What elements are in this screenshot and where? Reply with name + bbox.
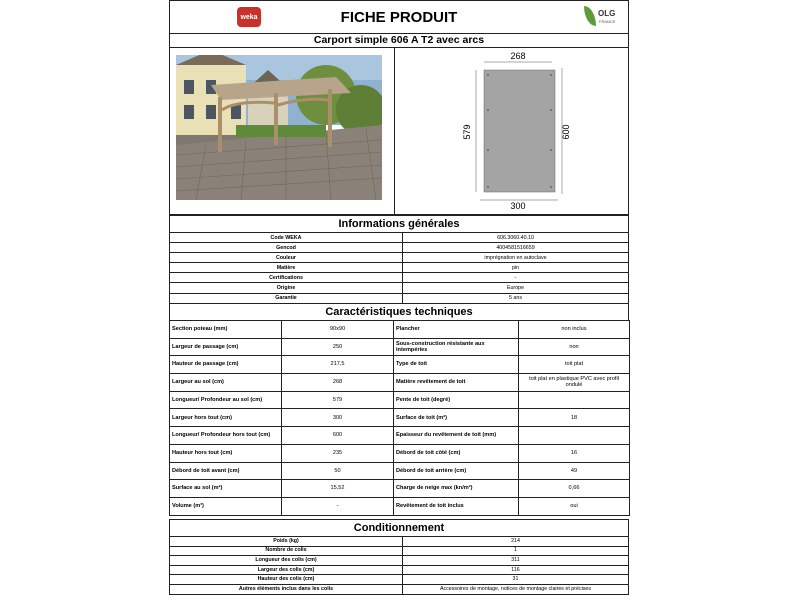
leaf-icon (584, 6, 596, 26)
table-row (170, 444, 630, 462)
carport-photo-illustration (176, 55, 382, 200)
table-row (170, 273, 629, 283)
tech-label: Charge de neige max (kn/m²) (394, 480, 519, 498)
plan-bottom-dimension: 300 (510, 201, 526, 211)
packaging-label: Largeur des colis (cm) (170, 565, 403, 575)
tech-label: Hauteur de passage (cm) (170, 356, 282, 374)
tech-value: 16 (519, 444, 630, 462)
table-row (170, 391, 630, 409)
olg-logo (583, 4, 619, 30)
images-section (169, 47, 629, 215)
tech-label: Surface au sol (m²) (170, 480, 282, 498)
tech-label: Débord de toit avant (cm) (170, 462, 282, 480)
packaging-value: 31 (403, 575, 629, 585)
tech-value: 217,5 (282, 356, 394, 374)
packaging-value: 1 (403, 546, 629, 556)
info-label: Code WEKA (170, 233, 403, 243)
tech-label: Longueur/ Profondeur au sol (cm) (170, 391, 282, 409)
table-row (170, 565, 629, 575)
header (169, 0, 629, 34)
table-row (170, 537, 629, 547)
product-name: Carport simple 606 A T2 avec arcs (169, 33, 629, 48)
table-row (170, 321, 630, 339)
table-row (170, 409, 630, 427)
tech-value: toit plat (519, 356, 630, 374)
info-label: Certifications (170, 273, 403, 283)
tech-label: Longueur/ Profondeur hors tout (cm) (170, 427, 282, 445)
info-label: Matière (170, 263, 403, 273)
general-info-title: Informations générales (169, 215, 629, 233)
info-label: Origine (170, 283, 403, 293)
tech-value: 268 (282, 374, 394, 392)
weka-logo-text: weka (240, 13, 258, 21)
image-divider (394, 48, 395, 214)
tech-label: Volume (m³) (170, 497, 282, 515)
olg-logo-subtext: FRANCE (599, 19, 616, 24)
tech-value: 600 (282, 427, 394, 445)
table-row (170, 233, 629, 243)
packaging-label: Hauteur des colis (cm) (170, 575, 403, 585)
table-row (170, 556, 629, 566)
general-info-table (169, 232, 629, 304)
packaging-value: Accessoires de montage, notices de montage claires et précises (403, 584, 629, 594)
info-label: Gencod (170, 243, 403, 253)
packaging-table (169, 536, 629, 595)
table-row (170, 546, 629, 556)
info-label: Garantie (170, 293, 403, 303)
info-value: 5 ans (403, 293, 629, 303)
page-title: FICHE PRODUIT (340, 9, 458, 26)
packaging-value: 311 (403, 556, 629, 566)
table-row (170, 462, 630, 480)
table-row (170, 356, 630, 374)
info-value: Europe (403, 283, 629, 293)
table-row (170, 584, 629, 594)
tech-label: Pente de toit (degré) (394, 391, 519, 409)
olg-logo-text: OLG (598, 9, 616, 18)
info-value: 606.3060.40.10 (403, 233, 629, 243)
tech-label: Sous-construction résistante aux intempéries (394, 338, 519, 356)
plan-left-dimension: 579 (462, 124, 472, 140)
tech-label: Débord de toit côté (cm) (394, 444, 519, 462)
tech-value: 15,52 (282, 480, 394, 498)
product-sheet (169, 0, 631, 600)
plan-right-dimension: 600 (561, 124, 571, 140)
tech-value: 579 (282, 391, 394, 409)
table-row (170, 480, 630, 498)
packaging-value: 116 (403, 565, 629, 575)
tech-value: 90x90 (282, 321, 394, 339)
tech-label: Revêtement de toit inclus (394, 497, 519, 515)
tech-label: Largeur au sol (cm) (170, 374, 282, 392)
tech-label: Débord de toit arrière (cm) (394, 462, 519, 480)
table-row (170, 253, 629, 263)
packaging-label: Nombre de colis (170, 546, 403, 556)
floor-plan (408, 50, 628, 212)
tech-label: Matière revêtement de toit (394, 374, 519, 392)
packaging-label: Autres éléments inclus dans les colis (170, 584, 403, 594)
table-row (170, 243, 629, 253)
table-row (170, 497, 630, 515)
plan-top-dimension: 268 (510, 51, 526, 61)
tech-label: Hauteur hors tout (cm) (170, 444, 282, 462)
tech-label: Section poteau (mm) (170, 321, 282, 339)
table-row (170, 575, 629, 585)
tech-value (519, 427, 630, 445)
tech-label: Surface de toit (m²) (394, 409, 519, 427)
tech-table (169, 320, 630, 516)
info-value: pin (403, 263, 629, 273)
info-label: Couleur (170, 253, 403, 263)
tech-value: 18 (519, 409, 630, 427)
tech-value: 300 (282, 409, 394, 427)
tech-value: toit plat en plastique PVC avec profil ondulé (519, 374, 630, 392)
tech-label: Plancher (394, 321, 519, 339)
tech-value: non (519, 338, 630, 356)
info-value: 4004581516659 (403, 243, 629, 253)
tech-title: Caractéristiques techniques (169, 303, 629, 321)
tech-label: Largeur hors tout (cm) (170, 409, 282, 427)
table-row (170, 338, 630, 356)
table-row (170, 374, 630, 392)
tech-value: 235 (282, 444, 394, 462)
tech-value: 49 (519, 462, 630, 480)
table-row (170, 293, 629, 303)
info-value: - (403, 273, 629, 283)
packaging-label: Longueur des colis (cm) (170, 556, 403, 566)
tech-value (519, 391, 630, 409)
packaging-title: Conditionnement (169, 519, 629, 537)
tech-value: oui (519, 497, 630, 515)
tech-value: 50 (282, 462, 394, 480)
tech-label: Largeur de passage (cm) (170, 338, 282, 356)
packaging-value: 214 (403, 537, 629, 547)
table-row (170, 427, 630, 445)
tech-label: Type de toit (394, 356, 519, 374)
table-row (170, 263, 629, 273)
tech-value: 250 (282, 338, 394, 356)
info-value: imprégnation en autoclave (403, 253, 629, 263)
tech-label: Epaisseur du revêtement de toit (mm) (394, 427, 519, 445)
packaging-label: Poids (kg) (170, 537, 403, 547)
tech-value: - (282, 497, 394, 515)
tech-value: non inclus (519, 321, 630, 339)
table-row (170, 283, 629, 293)
tech-value: 0,66 (519, 480, 630, 498)
product-photo (176, 55, 382, 200)
